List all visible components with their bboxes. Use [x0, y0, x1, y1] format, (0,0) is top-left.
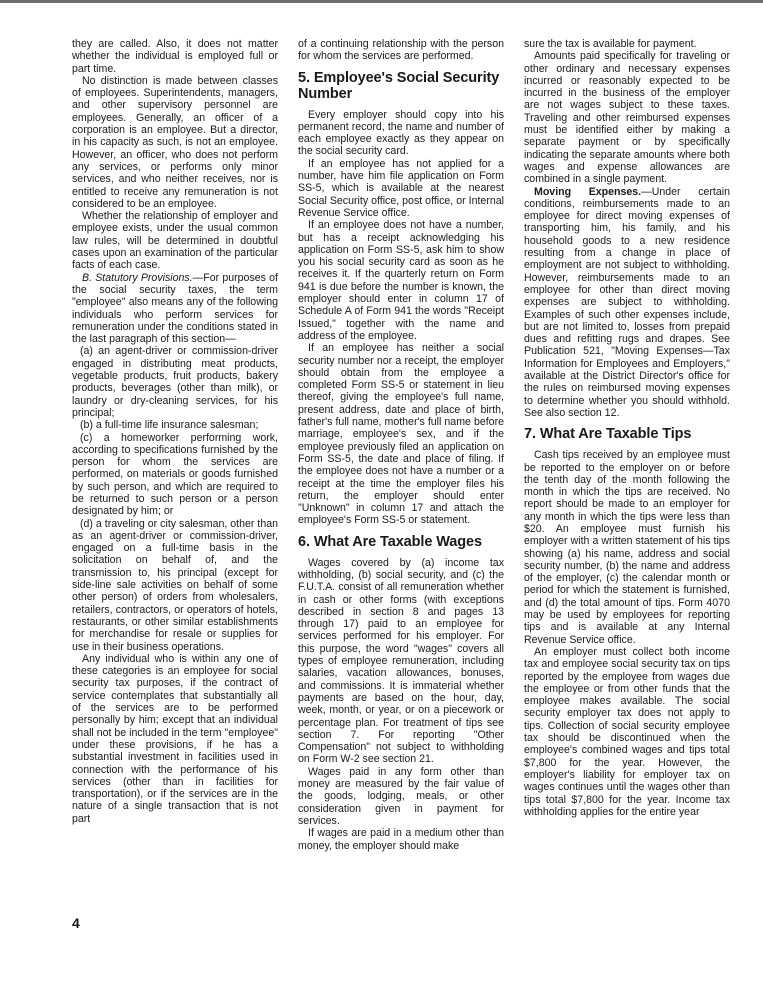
paragraph-text: —For purposes of the social security taxes, the term "employee" also means any of the following individuals who perform services for remuneration under the conditions stated in the last paragraph of this section—	[72, 271, 278, 346]
section-heading: 6. What Are Taxable Wages	[298, 533, 482, 550]
paragraph: Cash tips received by an employee must be reported to the employer on or before the tenth day of the month following the month in which the tips are received. No report should be made to an employer for any month in which the tips were less than $20. An employee must furnish his employer with a written statement of his tips showing (a) his name, address and social security number, (b) the name and address of the employer, (c) the calendar month or period for which the statement is furnished, and (d) the total amount of tips. Form 4070 may be used by employees for reporting tips and is available at any Internal Revenue Service office.	[524, 449, 730, 646]
column-1	[72, 38, 278, 938]
list-item: (a) an agent-driver or commission-driver engaged in distributing meat products, vegetable products, fruit products, bakery products, beverages (other than milk), or laundry or dry-cleaning services, for his principal;	[72, 345, 278, 419]
paragraph: Any individual who is within any one of these categories is an employee for social security tax purposes, if the contract of service contemplates that substantially all of the services are to be performed personally by him; except that an individual shall not be included in the term "employee" under these provisions, if he has a substantial investment in facilities used in connection with the performance of his services (other than in facilities for transportation), or if the services are in the nature of a single transaction that is not part	[72, 652, 278, 825]
paragraph: If an employee has not applied for a number, have him file application on Form SS-5, which is available at the nearest Social Security office, post office, or Internal Revenue Service office.	[298, 157, 504, 219]
column-2	[298, 38, 504, 938]
top-rule	[0, 0, 763, 3]
paragraph: Every employer should copy into his permanent record, the name and number of each employee exactly as they appear on the social security card.	[298, 108, 504, 158]
page-number: 4	[72, 915, 80, 931]
section-heading: 7. What Are Taxable Tips	[524, 426, 692, 443]
run-in-heading: B. Statutory Provisions.	[82, 271, 193, 284]
paragraph: If an employee does not have a number, but has a receipt acknowledging his application on Form SS-5, ask him to show you his social security card as soon as he receives it. If the quarterly return on Form 941 is due before the number is known, the employer should enter in column 17 of Schedule A of Form 941 the words "Receipt Issued," together with the name and address of the employee.	[298, 219, 504, 342]
paragraph: Wages paid in any form other than money are measured by the fair value of the goods, lodging, meals, or other consideration given in payment for services.	[298, 765, 504, 827]
paragraph: Whether the relationship of employer and employee exists, under the usual common law rules, will be determined in doubtful cases upon an examination of the particular facts of each case.	[72, 210, 278, 272]
paragraph: Wages covered by (a) income tax withholding, (b) social security, and (c) the F.U.T.A. consist of all remuneration whether in cash or other forms (with exceptions described in section 8 and pages 13 through 17) paid to an employee for services performed for his employer. For this purpose, the word "wages" covers all types of employee remuneration, including salaries, vacation allowances, bonuses, and commissions. It is immaterial whether payments are based on the hour, day, week, month, or year, or on a piecework or percentage plan. For treatment of tips see section 7. For reporting "Other Compensation" not subject to withholding on Form W-2 see section 21.	[298, 556, 504, 766]
paragraph: If an employee has neither a social security number nor a receipt, the employer should obtain from the employee a completed Form SS-5 or statement in lieu thereof, giving the employee's full name, present address, date and place of birth, father's full name, mother's full name before marriage, employee's sex, and if the employee previously filed an application on Form SS-5, the date and place of filing. If the employee does not have a number or a receipt at the time the employer files his return, the employer should enter "Unknown" in column 17 and attach the employee's Form SS-5 or statement.	[298, 342, 504, 527]
paragraph	[72, 272, 278, 346]
paragraph: sure the tax is available for payment.	[524, 38, 697, 50]
paragraph: If wages are paid in a medium other than money, the employer should make	[298, 827, 504, 852]
paragraph	[524, 186, 730, 420]
paragraph: No distinction is made between classes of employees. Superintendents, managers, and other supervisory personnel are employees. Generally, an officer of a corporation is an employee. But a director, in his capacity as such, is not an employee. However, an officer, who does not perform any services, or performs only minor services, and who neither receives, nor is entitled to receive any remuneration is not considered to be an employee.	[72, 74, 278, 210]
paragraph: An employer must collect both income tax and employee social security tax on tips reported by the employee from wages due the employee or from other funds that the employee makes available. The social security employer tax does not apply to tips. Collection of social security employee tax should be discontinued when the employee's combined wages and tips total $7,800 for the year. However, the employer's liability for employer tax on wages continues until the wages other than tips total $7,800 for the year. Income tax withholding applies for the entire year	[524, 645, 730, 818]
paragraph: Amounts paid specifically for traveling or other ordinary and necessary expenses incurred or reasonably expected to be incurred in the business of the employer are not wages subject to these taxes. Traveling and other reimbursed expenses must be identified either by making a separate payment or by specifically indicating the separate amounts where both wages and expense allowances are combined in a single payment.	[524, 50, 730, 186]
run-in-heading: Moving Expenses.	[534, 185, 642, 198]
paragraph: they are called. Also, it does not matter whether the individual is employed full or part time.	[72, 38, 278, 75]
document-page	[72, 38, 730, 938]
list-item: (d) a traveling or city salesman, other than as an agent-driver or commission-driver, engaged on a full-time basis in the solicitation on behalf of, and the transmission to, his principal (except for side-line sale activities on behalf of some other person) of orders from wholesalers, retailers, contractors, or operators of hotels, restaurants, or other similar establishments for merchandise for resale or supplies for use in their business operations.	[72, 517, 278, 653]
column-3	[524, 38, 730, 938]
paragraph: of a continuing relationship with the person for whom the services are performed.	[298, 38, 504, 63]
section-heading: 5. Employee's Social Security Number	[298, 69, 500, 102]
list-item: (b) a full-time life insurance salesman;	[80, 419, 259, 432]
paragraph-text: —Under certain conditions, reimbursements made to an employee for direct moving expenses of transporting him, his family, and his household goods to a new residence resulting from a change in place of employment are not subject to withholding. However, reimbursements made to an employee for other than direct moving expenses are subject to withholding. Examples of such other expenses include, but are not limited to, losses from prepaid dues and refitting rugs and drapes. See Publication 521, "Moving Expenses—Tax Information for Employees and Employers," available at the District Director's office for the rules on reimbursed moving expenses to determine whether you should withhold. See also section 12.	[524, 185, 730, 419]
list-item: (c) a homeworker performing work, according to specifications furnished by the person for whom the services are performed, on materials or goods furnished by such person, and which are required to be returned to such person or a person designated by him; or	[72, 431, 278, 518]
